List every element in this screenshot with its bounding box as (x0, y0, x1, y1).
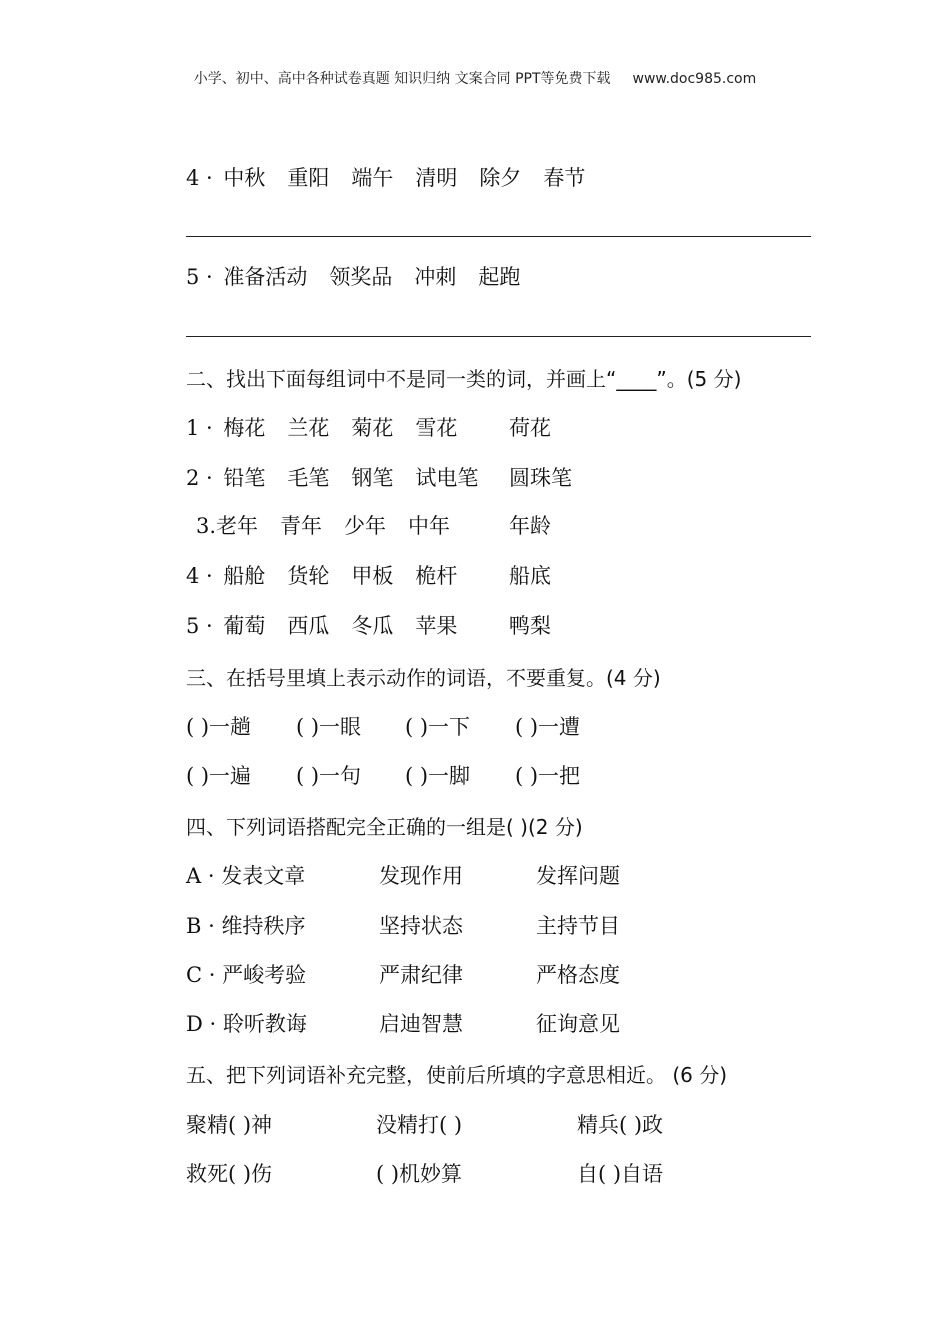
word: 少年 (344, 514, 387, 538)
option-pair: 聆听教诲 (222, 1012, 307, 1036)
word: 桅杆 (415, 564, 458, 588)
page-header (0, 68, 950, 88)
option-d[interactable] (186, 1008, 307, 1038)
blank-item[interactable]: ( )一下 (405, 715, 471, 739)
word: 钢笔 (351, 466, 394, 490)
idiom-blank[interactable]: ( )机妙算 (376, 1162, 463, 1186)
option-pair: 坚持状态 (379, 914, 463, 938)
option-label: D · (186, 1012, 217, 1036)
s2-item-2 (186, 462, 478, 492)
q1-item-5 (186, 261, 520, 291)
blank-item[interactable]: ( )一眼 (296, 715, 362, 739)
word: 起跑 (478, 265, 521, 289)
word: 西瓜 (287, 614, 330, 638)
word: 中秋 (223, 166, 266, 190)
word[interactable]: 荷花 (509, 416, 551, 440)
item-number: 1 · (186, 416, 213, 440)
option-pair: 征询意见 (536, 1012, 620, 1036)
option-pair: 发现作用 (379, 864, 463, 888)
word: 清明 (415, 166, 458, 190)
blank-item[interactable]: ( )一遍 (186, 764, 252, 788)
option-pair: 启迪智慧 (379, 1012, 463, 1036)
s2-item-1 (186, 412, 457, 442)
header-text: 小学、初中、高中各种试卷真题 知识归纳 文案合同 PPT等免费下载 (193, 71, 611, 87)
item-number: 2 · (186, 466, 213, 490)
idiom-blank[interactable]: 聚精( )神 (186, 1113, 273, 1137)
word: 雪花 (415, 416, 458, 440)
option-pair: 严肃纪律 (379, 963, 463, 987)
word: 端午 (351, 166, 394, 190)
word: 梅花 (223, 416, 266, 440)
word: 冲刺 (414, 265, 457, 289)
word: 重阳 (287, 166, 330, 190)
item-number: 4 · (186, 564, 213, 588)
option-pair: 严峻考验 (222, 963, 307, 987)
word: 菊花 (351, 416, 394, 440)
option-c[interactable] (186, 959, 306, 989)
word: 毛笔 (287, 466, 330, 490)
blank-item[interactable]: ( )一脚 (405, 764, 471, 788)
word: 兰花 (287, 416, 330, 440)
word: 船舱 (223, 564, 266, 588)
option-pair: 发表文章 (221, 864, 306, 888)
answer-line[interactable] (186, 336, 811, 337)
word: 葡萄 (223, 614, 266, 638)
item-number: 5 · (186, 265, 213, 289)
header-url: www.doc985.com (632, 71, 757, 87)
answer-line[interactable] (186, 236, 811, 237)
option-label: C · (186, 963, 216, 987)
blank-item[interactable]: ( )一句 (296, 764, 362, 788)
word: 老年 (216, 514, 259, 538)
option-pair: 维持秩序 (221, 914, 306, 938)
word[interactable]: 圆珠笔 (509, 466, 572, 490)
section-5-title: 五、把下列词语补充完整，使前后所填的字意思相近。 (6 分) (186, 1063, 728, 1087)
item-number: 3. (196, 514, 217, 538)
blank-item[interactable]: ( )一遭 (515, 715, 581, 739)
word: 领奖品 (329, 265, 393, 289)
option-pair: 严格态度 (536, 963, 620, 987)
item-number: 4 · (186, 166, 213, 190)
s2-item-3 (196, 510, 450, 540)
idiom-blank[interactable]: 精兵( )政 (577, 1113, 664, 1137)
word: 铅笔 (223, 466, 266, 490)
word[interactable]: 船底 (509, 564, 551, 588)
option-b[interactable] (186, 910, 305, 940)
section-3-title: 三、在括号里填上表示动作的词语，不要重复。(4 分) (186, 666, 661, 690)
word: 冬瓜 (351, 614, 394, 638)
word: 苹果 (415, 614, 458, 638)
option-pair: 主持节目 (536, 914, 620, 938)
blank-item[interactable]: ( )一趟 (186, 715, 252, 739)
option-a[interactable] (186, 860, 305, 890)
blank-item[interactable]: ( )一把 (515, 764, 581, 788)
word: 货轮 (287, 564, 330, 588)
word: 除夕 (479, 166, 522, 190)
idiom-blank[interactable]: 救死( )伤 (186, 1162, 273, 1186)
idiom-blank[interactable]: 没精打( ) (376, 1113, 463, 1137)
idiom-blank[interactable]: 自( )自语 (577, 1162, 664, 1186)
word: 春节 (543, 166, 586, 190)
word: 中年 (408, 514, 451, 538)
word: 试电笔 (415, 466, 479, 490)
word: 甲板 (351, 564, 394, 588)
item-number: 5 · (186, 614, 213, 638)
word: 准备活动 (223, 265, 308, 289)
word[interactable]: 年龄 (509, 514, 551, 538)
word[interactable]: 鸭梨 (509, 614, 551, 638)
s2-item-5 (186, 610, 457, 640)
option-label: B · (186, 914, 215, 938)
word: 青年 (280, 514, 323, 538)
section-2-title: 二、找出下面每组词中不是同一类的词，并画上“____”。(5 分) (186, 367, 742, 391)
q1-item-4 (186, 162, 585, 192)
option-label: A · (186, 864, 215, 888)
option-pair: 发挥问题 (536, 864, 620, 888)
section-4-title: 四、下列词语搭配完全正确的一组是( )(2 分) (186, 815, 583, 839)
s2-item-4 (186, 560, 457, 590)
